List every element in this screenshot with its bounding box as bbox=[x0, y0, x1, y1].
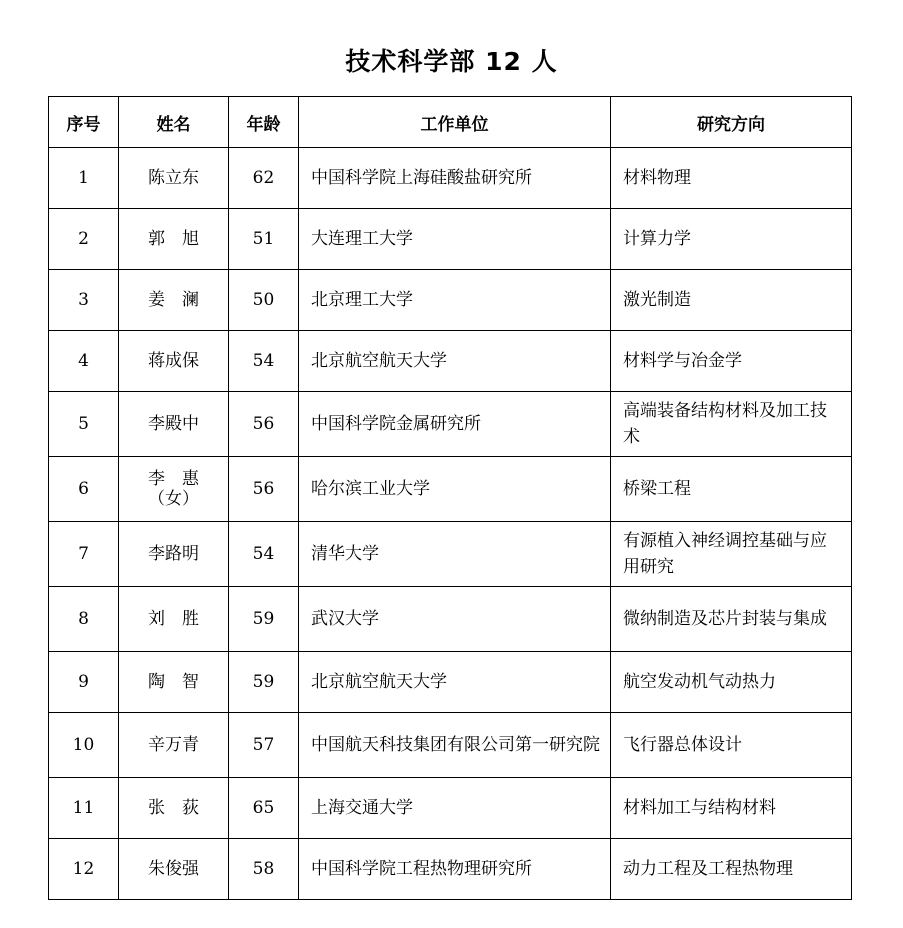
members-table bbox=[48, 96, 852, 900]
cell-unit: 清华大学 bbox=[299, 522, 611, 587]
cell-age: 59 bbox=[229, 587, 299, 652]
cell-name: 蒋成保 bbox=[119, 331, 229, 392]
header-field: 研究方向 bbox=[611, 97, 852, 148]
table-header-row bbox=[49, 97, 852, 148]
cell-unit: 哈尔滨工业大学 bbox=[299, 457, 611, 522]
table-row bbox=[49, 652, 852, 713]
cell-field: 材料物理 bbox=[611, 148, 852, 209]
cell-name: 辛万青 bbox=[119, 713, 229, 778]
cell-age: 58 bbox=[229, 839, 299, 900]
header-unit: 工作单位 bbox=[299, 97, 611, 148]
cell-name: 郭 旭 bbox=[119, 209, 229, 270]
cell-field: 航空发动机气动热力 bbox=[611, 652, 852, 713]
page-title: 技术科学部 12 人 bbox=[345, 47, 558, 76]
cell-no: 12 bbox=[49, 839, 119, 900]
cell-unit: 武汉大学 bbox=[299, 587, 611, 652]
cell-unit: 中国科学院金属研究所 bbox=[299, 392, 611, 457]
cell-age: 62 bbox=[229, 148, 299, 209]
cell-field: 微纳制造及芯片封装与集成 bbox=[611, 587, 852, 652]
cell-unit: 中国科学院工程热物理研究所 bbox=[299, 839, 611, 900]
cell-no: 3 bbox=[49, 270, 119, 331]
cell-no: 8 bbox=[49, 587, 119, 652]
cell-no: 10 bbox=[49, 713, 119, 778]
header-name: 姓名 bbox=[119, 97, 229, 148]
cell-age: 65 bbox=[229, 778, 299, 839]
cell-age: 51 bbox=[229, 209, 299, 270]
cell-no: 7 bbox=[49, 522, 119, 587]
cell-unit: 北京航空航天大学 bbox=[299, 331, 611, 392]
table-row bbox=[49, 270, 852, 331]
table-row bbox=[49, 392, 852, 457]
cell-field: 动力工程及工程热物理 bbox=[611, 839, 852, 900]
cell-unit: 中国航天科技集团有限公司第一研究院 bbox=[299, 713, 611, 778]
cell-field: 计算力学 bbox=[611, 209, 852, 270]
cell-name: 朱俊强 bbox=[119, 839, 229, 900]
cell-age: 56 bbox=[229, 457, 299, 522]
table-row bbox=[49, 839, 852, 900]
cell-no: 5 bbox=[49, 392, 119, 457]
cell-name: 刘 胜 bbox=[119, 587, 229, 652]
table-row bbox=[49, 587, 852, 652]
cell-unit: 北京航空航天大学 bbox=[299, 652, 611, 713]
cell-field: 有源植入神经调控基础与应用研究 bbox=[611, 522, 852, 587]
table-row bbox=[49, 457, 852, 522]
cell-age: 50 bbox=[229, 270, 299, 331]
cell-name: 姜 澜 bbox=[119, 270, 229, 331]
cell-no: 1 bbox=[49, 148, 119, 209]
cell-no: 9 bbox=[49, 652, 119, 713]
cell-field: 材料加工与结构材料 bbox=[611, 778, 852, 839]
table-row bbox=[49, 713, 852, 778]
cell-age: 59 bbox=[229, 652, 299, 713]
table-row bbox=[49, 148, 852, 209]
cell-no: 2 bbox=[49, 209, 119, 270]
cell-field: 激光制造 bbox=[611, 270, 852, 331]
cell-field: 飞行器总体设计 bbox=[611, 713, 852, 778]
cell-field: 桥梁工程 bbox=[611, 457, 852, 522]
cell-unit: 大连理工大学 bbox=[299, 209, 611, 270]
cell-age: 57 bbox=[229, 713, 299, 778]
cell-field: 高端装备结构材料及加工技术 bbox=[611, 392, 852, 457]
header-no: 序号 bbox=[49, 97, 119, 148]
cell-name: 陈立东 bbox=[119, 148, 229, 209]
table-row bbox=[49, 331, 852, 392]
header-age: 年龄 bbox=[229, 97, 299, 148]
table-row bbox=[49, 522, 852, 587]
cell-name: 李 惠 （女） bbox=[119, 457, 229, 522]
cell-name: 李路明 bbox=[119, 522, 229, 587]
cell-no: 11 bbox=[49, 778, 119, 839]
cell-age: 56 bbox=[229, 392, 299, 457]
cell-field: 材料学与冶金学 bbox=[611, 331, 852, 392]
cell-age: 54 bbox=[229, 522, 299, 587]
cell-no: 4 bbox=[49, 331, 119, 392]
cell-name: 陶 智 bbox=[119, 652, 229, 713]
cell-name: 李殿中 bbox=[119, 392, 229, 457]
cell-unit: 上海交通大学 bbox=[299, 778, 611, 839]
cell-no: 6 bbox=[49, 457, 119, 522]
cell-unit: 北京理工大学 bbox=[299, 270, 611, 331]
table-row bbox=[49, 778, 852, 839]
cell-unit: 中国科学院上海硅酸盐研究所 bbox=[299, 148, 611, 209]
cell-name: 张 荻 bbox=[119, 778, 229, 839]
table-row bbox=[49, 209, 852, 270]
cell-age: 54 bbox=[229, 331, 299, 392]
